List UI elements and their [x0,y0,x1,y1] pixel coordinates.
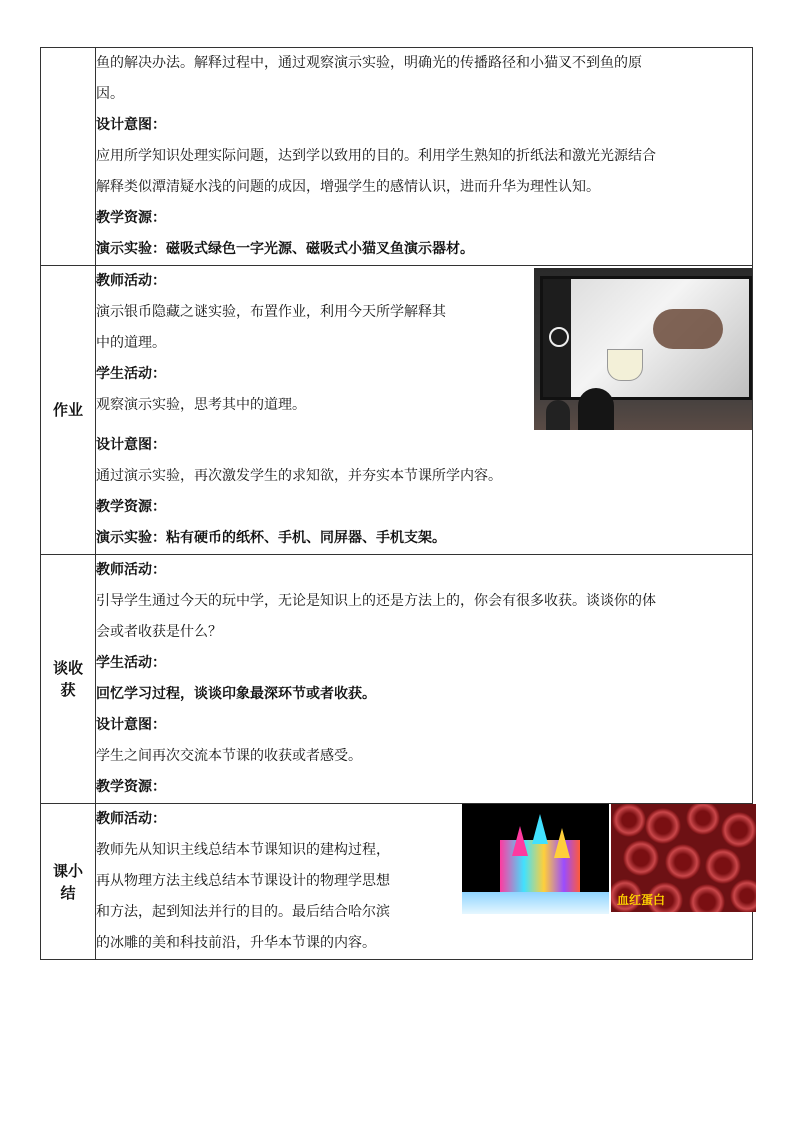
paragraph-line: 引导学生通过今天的玩中学，无论是知识上的还是方法上的，你会有很多收获。谈谈你的体 [96,593,656,609]
row-label: 作业 [52,401,83,419]
resources-heading: 教学资源： [96,210,166,226]
teacher-activity-heading: 教师活动： [96,811,166,827]
paragraph-line: 和方法，起到知法并行的目的。最后结合哈尔滨 [96,904,390,920]
paragraph-line: 回忆学习过程，谈谈印象最深环节或者收获。 [96,686,376,702]
hand-shape [653,309,723,349]
resources-heading: 教学资源： [96,779,166,795]
row-continuation [41,48,753,266]
row-label-cell [41,804,96,960]
row-label-cell [41,266,96,555]
paragraph-line: 演示银币隐藏之谜实验，布置作业，利用今天所学解释其 [96,304,446,320]
design-intent-heading: 设计意图： [96,717,166,733]
row-content [96,555,753,804]
student-activity-heading: 学生活动： [96,655,166,671]
summary-photos [462,804,756,959]
shutter-icon [549,327,569,347]
text-with-photos [96,804,752,959]
student-activity-heading: 学生活动： [96,366,166,382]
text-column [96,804,462,959]
resources-text: 演示实验：磁吸式绿色一字光源、磁吸式小猫叉鱼演示器材。 [96,241,474,257]
row-summary [41,804,753,960]
row-content [96,266,753,555]
paper-cup-shape [607,349,643,381]
text-column [96,266,534,430]
row-harvest [41,555,753,804]
paragraph-line: 会或者收获是什么？ [96,624,222,640]
student-head-shape [546,400,570,430]
camera-ui-strip [543,279,571,397]
classroom-demo-photo [534,268,752,430]
design-intent-heading: 设计意图： [96,117,166,133]
paragraph-line: 观察演示实验，思考其中的道理。 [96,397,306,413]
row-label: 课小结 [52,861,83,902]
row-content [96,48,753,266]
red-blood-cells-photo [611,804,756,912]
student-head-shape [578,388,614,430]
design-intent-heading: 设计意图： [96,437,166,453]
photo-caption: 血红蛋白 [617,893,666,907]
paragraph-line: 中的道理。 [96,335,166,351]
resources-text: 演示实验：粘有硬币的纸杯、手机、同屏器、手机支架。 [96,530,446,546]
ice-castle-photo [462,804,609,914]
text-with-photo [96,266,752,430]
resources-heading: 教学资源： [96,499,166,515]
paragraph-line: 应用所学知识处理实际问题，达到学以致用的目的。利用学生熟知的折纸法和激光光源结合 [96,148,656,164]
row-label-cell [41,48,96,266]
paragraph-line: 解释类似潭清疑水浅的问题的成因，增强学生的感情认识，进而升华为理性认知。 [96,179,600,195]
paragraph-line: 教师先从知识主线总结本节课知识的建构过程， [96,842,390,858]
paragraph-line: 的冰雕的美和科技前沿，升华本节课的内容。 [96,935,376,951]
row-homework [41,266,753,555]
ice-base-shape [462,892,609,914]
paragraph-line: 因。 [96,86,124,102]
lesson-plan-table [40,47,753,960]
row-label: 谈收获 [52,659,83,699]
teacher-activity-heading: 教师活动： [96,273,166,289]
paragraph-line: 再从物理方法主线总结本节课设计的物理学思想 [96,873,390,889]
paragraph-line: 通过演示实验，再次激发学生的求知欲，并夯实本节课所学内容。 [96,468,502,484]
teacher-activity-heading: 教师活动： [96,562,166,578]
paragraph-line: 鱼的解决办法。解释过程中，通过观察演示实验，明确光的传播路径和小猫叉不到鱼的原 [96,55,642,71]
paragraph-line: 学生之间再次交流本节课的收获或者感受。 [96,748,362,764]
row-content [96,804,753,960]
row-label-cell [41,555,96,804]
screen-image [540,276,752,400]
